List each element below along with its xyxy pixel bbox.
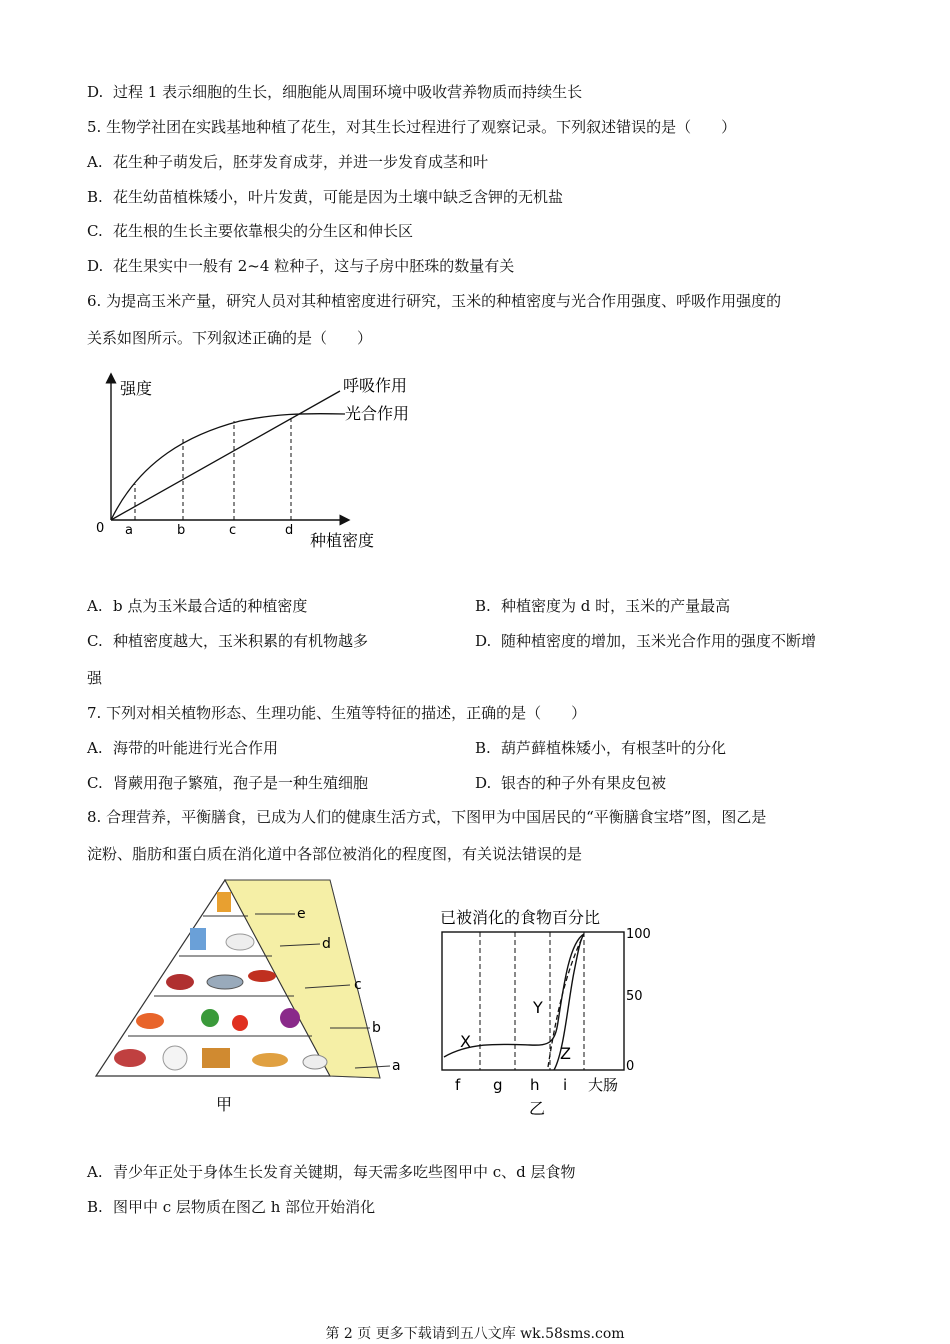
q5-option-c: C. 花生根的生长主要依靠根尖的分生区和伸长区 [87, 222, 414, 240]
meat-icon [166, 974, 194, 990]
sausage-icon [248, 970, 276, 982]
respiration-label: 呼吸作用 [343, 376, 408, 395]
tofu-icon [226, 934, 254, 950]
tick-a: a [125, 523, 133, 538]
x-axis-label: 种植密度 [310, 531, 375, 550]
ytick-50: 50 [626, 989, 643, 1004]
ytick-0: 0 [626, 1059, 635, 1074]
tomato-icon [232, 1015, 248, 1031]
q7-option-a: A. 海带的叶能进行光合作用 [87, 739, 279, 757]
caption-yi: 乙 [529, 1099, 546, 1118]
q5-option-a: A. 花生种子萌发后，胚芽发育成芽，并进一步发育成茎和叶 [87, 153, 489, 171]
oil-bottle-icon [217, 892, 231, 912]
digestion-chart-svg [430, 902, 660, 1122]
caption-jia: 甲 [216, 1095, 233, 1114]
q6-option-d: D. 随种植密度的增加，玉米光合作用的强度不断增 [475, 632, 817, 650]
digestion-chart-figure [430, 902, 660, 1122]
rice-bowl-icon [303, 1055, 327, 1069]
q4-option-d: D. 过程 1 表示细胞的生长，细胞能从周围环境中吸收营养物质而持续生长 [87, 83, 583, 101]
ytick-100: 100 [626, 927, 651, 942]
tick-b: b [177, 523, 186, 538]
label-b: b [372, 1020, 381, 1036]
page-footer: 第 2 页 更多下载请到五八文库 wk.58sms.com [325, 1326, 625, 1342]
q7-stem: 7. 下列对相关植物形态、生理功能、生殖等特征的描述，正确的是（ ） [87, 704, 587, 722]
digestion-chart-title: 已被消化的食物百分比 [440, 908, 601, 927]
corn-icon [252, 1053, 288, 1067]
q6-chart-svg [90, 370, 430, 560]
label-a: a [392, 1058, 401, 1074]
xtick-f: f [455, 1076, 461, 1094]
y-axis-label: 强度 [120, 379, 153, 398]
label-e: e [297, 906, 306, 922]
q6-stem-line1: 6. 为提高玉米产量，研究人员对其种植密度进行研究，玉米的种植密度与光合作用强度、呼吸作用强度的 [87, 292, 782, 310]
respiration-line [111, 391, 340, 520]
q7-option-c: C. 肾蕨用孢子繁殖，孢子是一种生殖细胞 [87, 774, 369, 792]
tick-c: c [229, 523, 237, 538]
food-pyramid-svg [90, 878, 410, 1123]
xtick-g: g [493, 1076, 503, 1094]
q5-stem: 5. 生物学社团在实践基地种植了花生，对其生长过程进行了观察记录。下列叙述错误的是（ ） [87, 118, 737, 136]
q8-option-b: B. 图甲中 c 层物质在图乙 h 部位开始消化 [87, 1198, 376, 1216]
curve-label-x: X [460, 1032, 471, 1051]
q7-option-d: D. 银杏的种子外有果皮包被 [475, 774, 667, 792]
q8-stem-line1: 8. 合理营养，平衡膳食，已成为人们的健康生活方式，下图甲为中国居民的“平衡膳食宝塔”图，图乙是 [87, 808, 767, 826]
milk-carton-icon [190, 928, 206, 950]
q6-stem-line2: 关系如图所示。下列叙述正确的是（ ） [87, 329, 373, 347]
q7-option-b: B. 葫芦藓植株矮小，有根茎叶的分化 [475, 739, 727, 757]
food-pyramid-figure [90, 878, 410, 1123]
q6-option-c: C. 种植密度越大，玉米积累的有机物越多 [87, 632, 369, 650]
carrot-icon [136, 1013, 164, 1029]
sweet-potato-icon [114, 1049, 146, 1067]
bread-icon [202, 1048, 230, 1068]
label-c: c [354, 977, 362, 993]
q6-option-a: A. b 点为玉米最合适的种植密度 [87, 597, 308, 615]
photosynthesis-label: 光合作用 [345, 404, 410, 423]
q8-option-a: A. 青少年正处于身体生长发育关键期，每天需多吃些图甲中 c、d 层食物 [87, 1163, 576, 1181]
curve-label-z: Z [560, 1044, 571, 1063]
tick-0: 0 [96, 521, 105, 536]
q8-stem-line2: 淀粉、脂肪和蛋白质在消化道中各部位被消化的程度图，有关说法错误的是 [87, 845, 583, 863]
xtick-h: h [530, 1076, 540, 1094]
photosynthesis-curve [111, 414, 345, 520]
vegetable-icon [201, 1009, 219, 1027]
q6-option-b: B. 种植密度为 d 时，玉米的产量最高 [475, 597, 731, 615]
grape-icon [280, 1008, 300, 1028]
bun-icon [163, 1046, 187, 1070]
xtick-i: i [563, 1076, 568, 1094]
xtick-large-intestine: 大肠 [588, 1076, 619, 1094]
curve-label-y: Y [533, 998, 543, 1017]
label-d: d [322, 936, 331, 952]
fish-icon [207, 975, 243, 989]
q5-option-b: B. 花生幼苗植株矮小，叶片发黄，可能是因为土壤中缺乏含钾的无机盐 [87, 188, 564, 206]
q6-chart [90, 370, 430, 560]
tick-d: d [285, 523, 294, 538]
q6-option-d-cont: 强 [87, 669, 103, 687]
q5-option-d: D. 花生果实中一般有 2~4 粒种子，这与子房中胚珠的数量有关 [87, 257, 515, 275]
